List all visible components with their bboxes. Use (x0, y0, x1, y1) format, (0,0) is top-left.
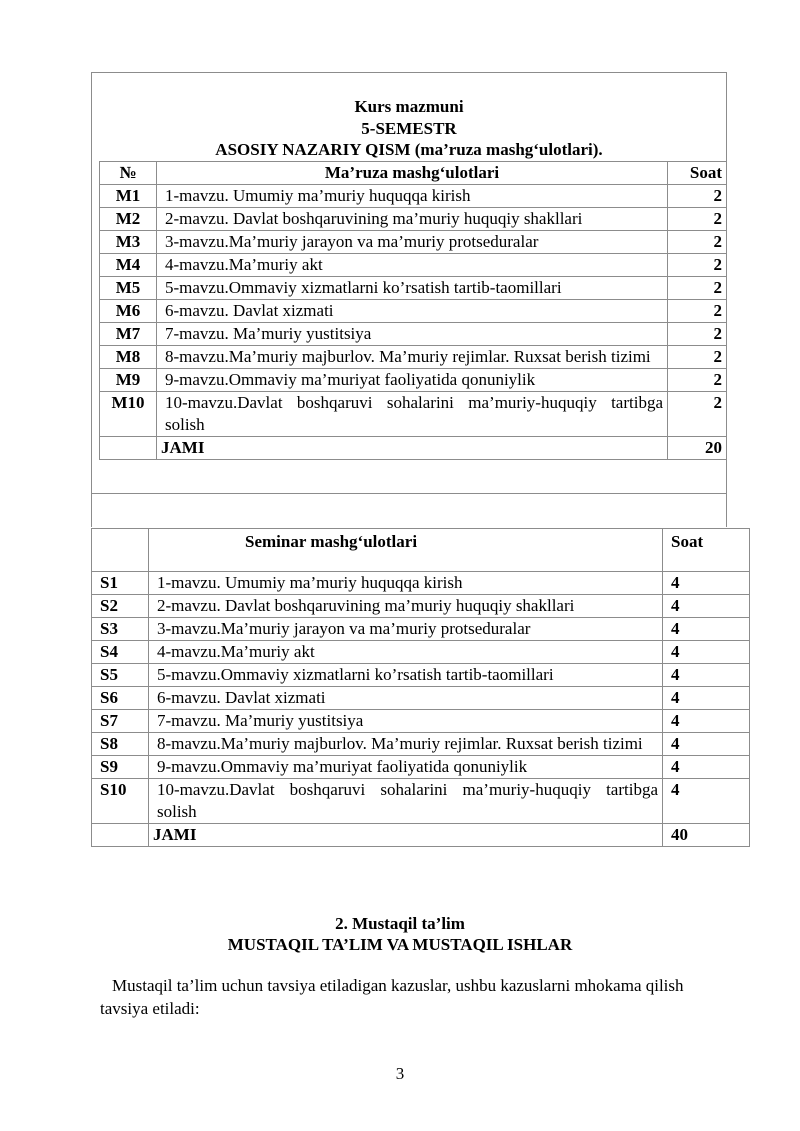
independent-subheading: MUSTAQIL TA’LIM VA MUSTAQIL ISHLAR (227, 935, 573, 954)
seminar-topic: 2-mavzu. Davlat boshqaruvining ma’muriy huquqiy shakllari (149, 595, 663, 618)
seminar-row (92, 572, 750, 595)
seminar-hours: 4 (663, 733, 750, 756)
frame-divider (91, 493, 727, 494)
independent-heading: 2. Mustaqil ta’lim (335, 914, 465, 933)
lecture-topic: 7-mavzu. Ma’muriy yustitsiya (157, 323, 668, 346)
seminar-total-value: 40 (663, 824, 750, 847)
seminar-topic: 4-mavzu.Ma’muriy akt (149, 641, 663, 664)
seminar-row (92, 664, 750, 687)
lecture-row (100, 323, 727, 346)
lecture-no: M5 (100, 277, 157, 300)
seminar-topic: 1-mavzu. Umumiy ma’muriy huquqqa kirish (149, 572, 663, 595)
seminar-topic: 7-mavzu. Ma’muriy yustitsiya (149, 710, 663, 733)
seminar-topic: 9-mavzu.Ommaviy ma’muriyat faoliyatida qonuniylik (149, 756, 663, 779)
seminar-header-row (92, 529, 750, 572)
lecture-topic: 1-mavzu. Umumiy ma’muriy huquqqa kirish (157, 185, 668, 208)
lecture-no: M9 (100, 369, 157, 392)
seminar-topic: 6-mavzu. Davlat xizmati (149, 687, 663, 710)
lecture-no: M2 (100, 208, 157, 231)
seminar-hours: 4 (663, 618, 750, 641)
lecture-hours: 2 (668, 231, 727, 254)
seminar-row (92, 687, 750, 710)
lecture-topic: 3-mavzu.Ma’muriy jarayon va ma’muriy protseduralar (157, 231, 668, 254)
seminar-hours: 4 (663, 595, 750, 618)
lecture-no: M10 (100, 392, 157, 437)
lecture-hours: 2 (668, 369, 727, 392)
lecture-hours: 2 (668, 185, 727, 208)
independent-paragraph: Mustaqil ta’lim uchun tavsiya etiladigan kazuslar, ushbu kazuslarni mhokama qilish tavsiya etiladi: (100, 976, 684, 1018)
seminar-no: S5 (92, 664, 149, 687)
lecture-hours: 2 (668, 277, 727, 300)
seminar-total-label: JAMI (149, 824, 663, 847)
seminar-total-row (92, 824, 750, 847)
lecture-total-label: JAMI (157, 437, 668, 460)
lecture-hours: 2 (668, 392, 727, 437)
seminar-no: S1 (92, 572, 149, 595)
seminar-topic-header: Seminar mashg‘ulotlari (149, 529, 663, 572)
seminar-row (92, 733, 750, 756)
lecture-row (100, 254, 727, 277)
lecture-row (100, 369, 727, 392)
section-title: ASOSIY NAZARIY QISM (ma’ruza mashg‘ulotlari). (215, 140, 603, 159)
lecture-topic: 10-mavzu.Davlat boshqaruvi sohalarini ma’muriy-huquqiy tartibga solish (157, 392, 668, 437)
lecture-topic: 5-mavzu.Ommaviy xizmatlarni ko’rsatish tartib-taomillari (157, 277, 668, 300)
seminar-no: S6 (92, 687, 149, 710)
lecture-no: M6 (100, 300, 157, 323)
lecture-hours: 2 (668, 346, 727, 369)
seminar-row (92, 710, 750, 733)
seminar-no: S7 (92, 710, 149, 733)
lecture-hours: 2 (668, 208, 727, 231)
lecture-row (100, 185, 727, 208)
lecture-hours: 2 (668, 323, 727, 346)
seminar-topic: 8-mavzu.Ma’muriy majburlov. Ma’muriy rejimlar. Ruxsat berish tizimi (149, 733, 663, 756)
lecture-topic: 9-mavzu.Ommaviy ma’muriyat faoliyatida qonuniylik (157, 369, 668, 392)
lecture-header-row (100, 162, 727, 185)
lecture-table (99, 161, 727, 460)
lecture-total-blank (100, 437, 157, 460)
col-no-header: № (100, 162, 157, 185)
course-title: Kurs mazmuni (354, 97, 464, 116)
seminar-row (92, 618, 750, 641)
seminar-table (91, 528, 750, 847)
seminar-hours: 4 (663, 756, 750, 779)
seminar-hours: 4 (663, 710, 750, 733)
seminar-hours-header: Soat (663, 529, 750, 572)
seminar-no: S9 (92, 756, 149, 779)
seminar-no: S3 (92, 618, 149, 641)
col-topic-header: Ma’ruza mashg‘ulotlari (157, 162, 668, 185)
seminar-hours: 4 (663, 641, 750, 664)
semester-title: 5-SEMESTR (361, 119, 457, 138)
lecture-row (100, 208, 727, 231)
col-hours-header: Soat (668, 162, 727, 185)
lecture-row (100, 231, 727, 254)
seminar-total-blank (92, 824, 149, 847)
lecture-topic: 8-mavzu.Ma’muriy majburlov. Ma’muriy rejimlar. Ruxsat berish tizimi (157, 346, 668, 369)
lecture-no: M1 (100, 185, 157, 208)
seminar-no: S2 (92, 595, 149, 618)
lecture-no: M4 (100, 254, 157, 277)
lecture-topic: 2-mavzu. Davlat boshqaruvining ma’muriy huquqiy shakllari (157, 208, 668, 231)
lecture-no: M7 (100, 323, 157, 346)
seminar-no: S10 (92, 779, 149, 824)
seminar-no: S4 (92, 641, 149, 664)
seminar-topic: 3-mavzu.Ma’muriy jarayon va ma’muriy protseduralar (149, 618, 663, 641)
lecture-topic: 4-mavzu.Ma’muriy akt (157, 254, 668, 277)
seminar-hours: 4 (663, 664, 750, 687)
seminar-topic: 10-mavzu.Davlat boshqaruvi sohalarini ma’muriy-huquqiy tartibga solish (149, 779, 663, 824)
seminar-row (92, 756, 750, 779)
seminar-row (92, 595, 750, 618)
lecture-total-row (100, 437, 727, 460)
lecture-row (100, 300, 727, 323)
seminar-topic: 5-mavzu.Ommaviy xizmatlarni ko’rsatish tartib-taomillari (149, 664, 663, 687)
seminar-no-header (92, 529, 149, 572)
seminar-hours: 4 (663, 572, 750, 595)
lecture-row (100, 277, 727, 300)
seminar-hours: 4 (663, 779, 750, 824)
lecture-hours: 2 (668, 300, 727, 323)
lecture-row (100, 392, 727, 437)
lecture-topic: 6-mavzu. Davlat xizmati (157, 300, 668, 323)
lecture-row (100, 346, 727, 369)
lecture-hours: 2 (668, 254, 727, 277)
page-number: 3 (395, 1064, 405, 1083)
seminar-row (92, 779, 750, 824)
lecture-total-value: 20 (668, 437, 727, 460)
lecture-no: M8 (100, 346, 157, 369)
seminar-hours: 4 (663, 687, 750, 710)
seminar-no: S8 (92, 733, 149, 756)
seminar-row (92, 641, 750, 664)
lecture-no: M3 (100, 231, 157, 254)
